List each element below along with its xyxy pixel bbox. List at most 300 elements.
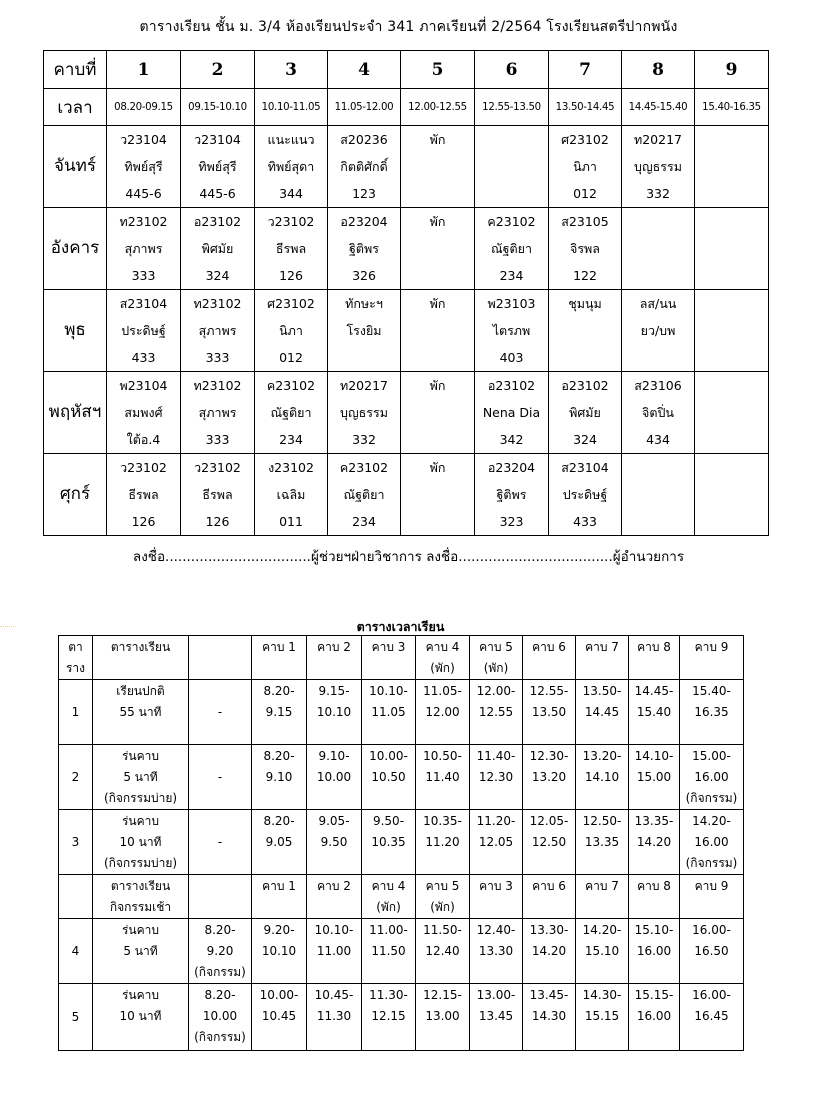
header-cell	[362, 875, 416, 919]
class-cell	[549, 126, 622, 208]
header-cell	[576, 636, 629, 680]
header-cell	[93, 636, 189, 680]
schedule-cell-line: 10.50-	[423, 749, 462, 763]
header-line: คาบ 4	[425, 640, 460, 654]
class-cell-line: อ23204	[340, 214, 388, 229]
schedule-cell-line: 15.40-	[692, 684, 731, 698]
class-cell-line: 012	[279, 350, 303, 365]
schedule-cell-line: 12.00-	[476, 684, 516, 698]
period-time: 12.55-13.50	[475, 89, 549, 126]
schedule-cell-line: 15.15	[584, 1009, 620, 1023]
schedule-cell-line: 16.45	[694, 1009, 729, 1023]
class-cell	[328, 126, 401, 208]
schedule-cell	[629, 919, 680, 984]
schedule-cell	[680, 680, 744, 745]
period-number: 8	[622, 51, 695, 89]
empty-cell	[695, 208, 769, 290]
schedule-cell-line: 12.15-	[423, 988, 462, 1002]
period-number: 6	[475, 51, 549, 89]
schedule-cell-line: 14.10-	[634, 749, 674, 763]
schedule-cell-line: 9.20	[206, 944, 234, 958]
class-cell-line: ธีรพล	[128, 487, 159, 502]
class-cell-line: ว23102	[267, 214, 315, 229]
schedule-cell-line: 14.10	[584, 770, 620, 784]
class-cell-line: 012	[573, 186, 597, 201]
schedule-cell-line: 11.00-	[369, 923, 408, 937]
day-row	[44, 208, 769, 290]
header-cell	[252, 636, 307, 680]
schedule-cell	[252, 984, 307, 1051]
class-cell	[549, 208, 622, 290]
header-cell	[416, 636, 470, 680]
class-cell	[401, 454, 475, 536]
schedule-cell	[93, 984, 189, 1051]
schedule-cell	[307, 810, 362, 875]
schedule-number: 1	[59, 680, 93, 745]
header-cell	[629, 636, 680, 680]
schedule-cell-line: 13.30	[478, 944, 514, 958]
schedule-cell	[189, 919, 252, 984]
class-cell-line: ท23102	[193, 296, 242, 311]
schedule-cell-line: 10.00-	[369, 749, 408, 763]
class-cell-line: ณัฐติยา	[270, 405, 312, 420]
schedule-cell-line: 16.00	[694, 835, 729, 849]
schedule-cell-line: 9.50	[320, 835, 348, 849]
schedule-cell-line: 8.20-	[204, 923, 236, 937]
class-cell-line: 323	[499, 514, 524, 529]
empty-cell	[695, 126, 769, 208]
class-cell-line: ศ23102	[561, 132, 609, 147]
schedule-cell-line: 10.00	[202, 1009, 238, 1023]
header-cell	[470, 875, 523, 919]
schedule-cell	[576, 810, 629, 875]
schedule-cell-line: 10.00	[316, 770, 352, 784]
schedule-cell-line: 13.45	[478, 1009, 514, 1023]
day-row	[44, 372, 769, 454]
signature-line: ลงชื่อ..................................ผู้ช่วยฯฝ่ายวิชาการ ลงชื่อ....................................ผู้อำนวยการ	[132, 549, 685, 565]
class-cell	[549, 454, 622, 536]
period-time: 14.45-15.40	[622, 89, 695, 126]
schedule-cell-line: 13.50-	[582, 684, 622, 698]
schedule-cell-line: 12.40	[425, 944, 460, 958]
class-cell	[328, 454, 401, 536]
class-cell	[328, 208, 401, 290]
class-cell-line: พัก	[429, 214, 446, 229]
schedule-cell-line: 13.35-	[634, 814, 674, 828]
class-cell-line: 333	[131, 268, 156, 283]
class-cell-line: อ23102	[561, 378, 609, 393]
schedule-cell-line: 16.00-	[692, 988, 731, 1002]
period-number: 9	[695, 51, 769, 89]
class-cell-line: ทิพย์สุดา	[267, 159, 315, 174]
schedule-cell	[93, 745, 189, 810]
class-cell	[107, 454, 181, 536]
schedule-cell	[416, 984, 470, 1051]
schedule-cell	[307, 680, 362, 745]
schedule-cell-line: 55 นาที	[119, 705, 162, 719]
schedule-cell-line: 8.20-	[263, 684, 295, 698]
schedule-cell-line: 14.30-	[582, 988, 622, 1002]
class-cell-line: กิตติศักดิ์	[340, 159, 388, 174]
schedule-cell-line: (กิจกรรม)	[685, 791, 738, 805]
class-cell-line: ธีรพล	[275, 241, 307, 256]
header-line: คาบ 9	[694, 879, 729, 893]
schedule-cell	[576, 680, 629, 745]
schedule-cell-line: -	[217, 835, 223, 849]
schedule-number: 4	[59, 919, 93, 984]
class-cell-line: 122	[573, 268, 597, 283]
class-cell-line: 123	[352, 186, 376, 201]
class-cell-line: 342	[499, 432, 524, 447]
schedule-cell-line: 9.15-	[318, 684, 350, 698]
class-cell	[475, 208, 549, 290]
header-line: คาบ 5	[479, 640, 513, 654]
header-line: (พัก)	[483, 661, 509, 675]
period-time: 13.50-14.45	[549, 89, 622, 126]
header-line: คาบ 2	[317, 640, 351, 654]
header-line: คาบ 1	[262, 879, 296, 893]
schedule-cell	[470, 810, 523, 875]
schedule-cell	[523, 919, 576, 984]
header-line: ตา	[68, 640, 83, 654]
empty-cell	[695, 454, 769, 536]
schedule-cell-line: 9.20-	[263, 923, 295, 937]
schedule-cell-line: 10 นาที	[119, 1009, 162, 1023]
schedule-cell	[252, 919, 307, 984]
class-cell-line: ลส/นน	[639, 296, 677, 311]
schedule-cell	[252, 680, 307, 745]
class-cell-line: จิตปิ่น	[642, 405, 674, 420]
schedule-cell	[470, 984, 523, 1051]
header-line: คาบ 1	[262, 640, 296, 654]
class-cell-line: ท23102	[193, 378, 242, 393]
schedule-cell-line: 10.10-	[314, 923, 354, 937]
schedule-cell-line: (กิจกรรม)	[194, 1030, 246, 1044]
class-cell-line: บุญธรรม	[634, 159, 682, 174]
class-cell-line: ชุมนุม	[568, 296, 602, 311]
schedule-cell-line: -	[217, 770, 223, 784]
schedule-cell-line: 10.35-	[423, 814, 462, 828]
schedule-cell	[470, 919, 523, 984]
class-cell	[401, 290, 475, 372]
schedule-cell-line: 11.40-	[476, 749, 516, 763]
schedule-cell	[680, 984, 744, 1051]
schedule-cell	[252, 745, 307, 810]
schedule-cell-line: 10.50	[371, 770, 406, 784]
header-line: (พัก)	[430, 900, 455, 914]
empty-header-cell	[189, 875, 252, 919]
class-cell-line: ง23102	[268, 460, 314, 475]
schedule-cell-line: ร่นคาบ	[121, 988, 160, 1002]
schedule-cell-line: 12.30-	[529, 749, 569, 763]
schedule-cell	[629, 984, 680, 1051]
class-cell-line: นิภา	[279, 323, 303, 338]
schedule-cell-line: 14.20-	[692, 814, 731, 828]
class-cell-line: 326	[352, 268, 376, 283]
class-cell-line: 234	[279, 432, 303, 447]
schedule-cell-line: ร่นคาบ	[121, 923, 160, 937]
header-cell	[307, 636, 362, 680]
class-cell-line: ณัฐติยา	[491, 241, 532, 256]
class-cell	[475, 454, 549, 536]
schedule-cell-line: 12.15	[371, 1009, 406, 1023]
class-cell-line: 433	[131, 350, 156, 365]
schedule-cell-line: 9.10-	[318, 749, 350, 763]
class-cell-line: พัก	[429, 378, 446, 393]
period-header-row	[44, 51, 769, 89]
schedule-row	[59, 680, 744, 745]
schedule-cell-line: 12.55-	[529, 684, 569, 698]
schedule-cell-line: 12.50-	[582, 814, 622, 828]
schedule-cell-line: 13.20-	[582, 749, 622, 763]
schedule-cell-line: 9.50-	[372, 814, 405, 828]
dash-cell	[189, 810, 252, 875]
class-cell-line: ทิพย์สุรี	[124, 159, 163, 174]
class-cell	[107, 126, 181, 208]
class-cell-line: ทักษะฯ	[345, 296, 383, 311]
class-cell-line: พัก	[429, 296, 446, 311]
class-cell-line: 332	[352, 432, 376, 447]
schedule-cell-line: 12.05	[478, 835, 514, 849]
header-cell	[416, 875, 470, 919]
schedule-cell-line: (กิจกรรมบ่าย)	[103, 856, 178, 870]
class-cell-line: ค23102	[266, 378, 316, 393]
class-cell-line: ว23104	[194, 132, 241, 147]
class-cell-line: ว23102	[120, 460, 167, 475]
class-cell-line: พัก	[429, 460, 446, 475]
day-name: อังคาร	[44, 208, 107, 290]
schedule-cell-line: 11.30	[316, 1009, 352, 1023]
class-cell-line: ฐิติพร	[496, 487, 527, 502]
schedule-cell	[576, 919, 629, 984]
header-line: (พัก)	[430, 661, 455, 675]
period-time: 12.00-12.55	[401, 89, 475, 126]
header-line: คาบ 3	[371, 640, 406, 654]
period-time: 11.05-12.00	[328, 89, 401, 126]
class-cell-line: อ23102	[487, 378, 536, 393]
class-cell	[255, 372, 328, 454]
class-cell-line: ส23104	[119, 296, 168, 311]
schedule-cell	[470, 745, 523, 810]
header-cell	[680, 875, 744, 919]
class-cell	[181, 454, 255, 536]
schedule-cell	[93, 919, 189, 984]
class-cell-line: 324	[573, 432, 597, 447]
schedule-cell-line: เรียนปกติ	[116, 684, 165, 698]
empty-cell	[622, 454, 695, 536]
schedule-cell-line: 5 นาที	[123, 770, 158, 784]
schedule-cell-line: 13.20	[531, 770, 567, 784]
class-cell-line: 126	[131, 514, 156, 529]
class-cell-line: ท23102	[119, 214, 168, 229]
schedule-cell	[680, 919, 744, 984]
schedule-cell-line: 16.00	[636, 944, 672, 958]
schedule-cell-line: 16.00	[636, 1009, 672, 1023]
class-cell	[401, 208, 475, 290]
class-cell-line: ท20217	[633, 132, 682, 147]
schedule-cell	[523, 984, 576, 1051]
schedule-cell-line: 15.00-	[692, 749, 731, 763]
period-number: 1	[107, 51, 181, 89]
class-cell	[328, 372, 401, 454]
schedule-row	[59, 745, 744, 810]
schedule-cell-line: 11.50-	[423, 923, 462, 937]
class-cell-line: พิศมัย	[569, 405, 601, 420]
schedule-cell-line: 12.05-	[529, 814, 569, 828]
header-cell	[629, 875, 680, 919]
class-cell	[622, 290, 695, 372]
schedule-cell-line: 14.20	[636, 835, 672, 849]
empty-cell	[622, 208, 695, 290]
header-line: คาบ 6	[532, 640, 566, 654]
schedule-cell-line: 14.45-	[634, 684, 674, 698]
schedule-number: 5	[59, 984, 93, 1051]
header-line: คาบ 7	[585, 640, 619, 654]
period-number: 5	[401, 51, 475, 89]
period-schedule-table	[58, 635, 744, 1051]
class-cell-line: 403	[499, 350, 524, 365]
period-number: 2	[181, 51, 255, 89]
class-cell-line: 344	[279, 186, 303, 201]
schedule-cell-line: 8.20-	[263, 814, 295, 828]
class-cell	[622, 372, 695, 454]
header-line: คาบ 8	[637, 640, 671, 654]
empty-header-cell	[59, 875, 93, 919]
schedule-cell-line: 13.50	[531, 705, 567, 719]
schedule-cell-line: 15.00	[636, 770, 672, 784]
class-cell-line: ประดิษฐ์	[121, 323, 166, 338]
header-line: คาบ 9	[694, 640, 729, 654]
class-cell	[622, 126, 695, 208]
schedule-cell-line: 10.35	[371, 835, 406, 849]
schedule-cell	[416, 919, 470, 984]
class-cell-line: ศ23102	[267, 296, 315, 311]
header-cell	[523, 636, 576, 680]
class-cell-line: ว23102	[194, 460, 241, 475]
header-cell	[307, 875, 362, 919]
time-label: เวลา	[44, 89, 107, 126]
class-cell-line: จิรพล	[570, 241, 600, 256]
class-cell	[107, 290, 181, 372]
day-name: จันทร์	[44, 126, 107, 208]
time-row	[44, 89, 769, 126]
schedule-cell	[629, 745, 680, 810]
empty-header-cell	[189, 636, 252, 680]
class-cell-line: ส23104	[561, 460, 609, 475]
class-cell-line: สุภาพร	[124, 241, 163, 256]
class-cell-line: 332	[646, 186, 670, 201]
schedule-cell	[523, 680, 576, 745]
schedule-cell-line: 13.35	[584, 835, 620, 849]
class-cell-line: Nena Dia	[482, 405, 541, 420]
schedule-cell-line: 12.55	[478, 705, 514, 719]
class-cell	[181, 208, 255, 290]
class-cell	[107, 208, 181, 290]
class-cell-line: บุญธรรม	[340, 405, 388, 420]
class-cell-line: พ23104	[119, 378, 168, 393]
class-timetable	[43, 50, 769, 536]
schedule-cell-line: 13.30-	[529, 923, 569, 937]
class-cell-line: โรงยิม	[346, 323, 382, 338]
schedule-cell-line: 15.15-	[634, 988, 674, 1002]
period-number: 3	[255, 51, 328, 89]
schedule-cell-line: (กิจกรรม)	[194, 965, 246, 979]
period-time: 09.15-10.10	[181, 89, 255, 126]
class-cell	[328, 290, 401, 372]
class-cell-line: ยว/บพ	[640, 323, 676, 338]
schedule-cell-line: 13.00	[425, 1009, 460, 1023]
class-cell-line: ส23105	[561, 214, 609, 229]
header-line: คาบ 6	[532, 879, 566, 893]
class-cell-line: 011	[279, 514, 303, 529]
empty-cell	[695, 372, 769, 454]
header-cell	[252, 875, 307, 919]
class-cell-line: 433	[573, 514, 597, 529]
schedule-cell	[252, 810, 307, 875]
schedule-cell-line: 11.00	[316, 944, 352, 958]
schedule-cell-line: 5 นาที	[123, 944, 158, 958]
schedule-cell-line: 12.50	[531, 835, 567, 849]
schedule-cell	[629, 680, 680, 745]
schedule-cell-line: ร่นคาบ	[121, 814, 160, 828]
schedule-title: ตารางเวลาเรียน	[356, 619, 445, 634]
schedule-cell	[523, 810, 576, 875]
class-cell-line: พัก	[429, 132, 446, 147]
schedule-cell	[576, 984, 629, 1051]
class-cell-line: พิศมัย	[201, 241, 234, 256]
schedule-cell	[362, 810, 416, 875]
class-cell	[401, 126, 475, 208]
schedule-cell-line: 14.20-	[582, 923, 622, 937]
schedule-cell-line: 11.05-	[423, 684, 462, 698]
class-cell-line: สมพงศ์	[124, 405, 163, 420]
class-cell-line: ค23102	[487, 214, 536, 229]
schedule-cell-line: 12.30	[478, 770, 514, 784]
schedule-cell	[629, 810, 680, 875]
class-cell	[475, 290, 549, 372]
class-cell-line: 126	[205, 514, 230, 529]
class-cell-line: 434	[646, 432, 670, 447]
schedule-cell	[470, 680, 523, 745]
period-number: 7	[549, 51, 622, 89]
header-line: คาบ 7	[585, 879, 619, 893]
schedule-cell	[307, 919, 362, 984]
class-cell	[255, 208, 328, 290]
class-cell-line: นิภา	[573, 159, 597, 174]
period-time: 08.20-09.15	[107, 89, 181, 126]
class-cell-line: ประดิษฐ์	[562, 487, 608, 502]
class-cell	[549, 290, 622, 372]
schedule-cell	[189, 984, 252, 1051]
day-row	[44, 454, 769, 536]
header-line: คาบ 5	[425, 879, 460, 893]
schedule-cell-line: 11.30-	[369, 988, 408, 1002]
schedule-cell-line: 14.20	[531, 944, 567, 958]
class-cell-line: เฉลิม	[276, 487, 306, 502]
class-cell-line: อ23102	[193, 214, 242, 229]
class-cell-line: 126	[279, 268, 303, 283]
schedule-cell	[680, 745, 744, 810]
dash-cell	[189, 745, 252, 810]
schedule-cell	[416, 680, 470, 745]
header-cell	[362, 636, 416, 680]
class-cell-line: ไตรภพ	[492, 323, 531, 338]
schedule-cell-line: 9.10	[265, 770, 293, 784]
schedule-cell-line: 11.20	[425, 835, 460, 849]
schedule-cell-line: 16.00-	[692, 923, 731, 937]
class-cell	[181, 290, 255, 372]
header-line: คาบ 3	[479, 879, 513, 893]
